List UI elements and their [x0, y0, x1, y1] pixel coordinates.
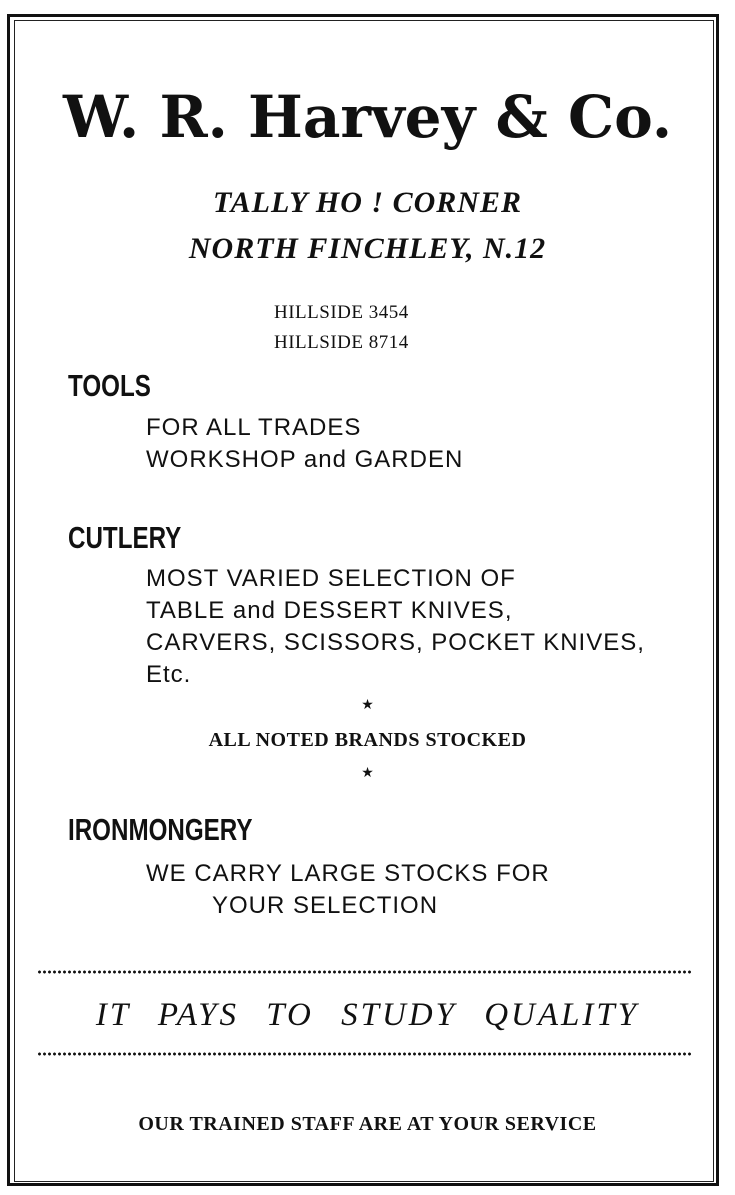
address-line-1: TALLY HO ! CORNER — [213, 186, 522, 219]
tools-line: WORKSHOP and GARDEN — [146, 446, 464, 473]
address-line-2: NORTH FINCHLEY, N.12 — [188, 232, 547, 265]
tools-line: FOR ALL TRADES — [146, 414, 362, 441]
ironmongery-line: WE CARRY LARGE STOCKS FOR — [146, 860, 550, 887]
company-name: W. R. Harvey & Co. — [62, 83, 673, 151]
tools-heading: TOOLS — [68, 368, 151, 403]
ironmongery-line: YOUR SELECTION — [212, 892, 439, 919]
star-ornament: ★ — [361, 766, 374, 781]
phone-number-1: HILLSIDE 3454 — [274, 302, 409, 323]
star-ornament: ★ — [361, 698, 374, 713]
dotted-rule — [37, 970, 693, 974]
cutlery-line: Etc. — [146, 661, 192, 688]
phone-number-2: HILLSIDE 8714 — [274, 332, 409, 353]
cutlery-line: TABLE and DESSERT KNIVES, — [146, 597, 513, 624]
cutlery-line: CARVERS, SCISSORS, POCKET KNIVES, — [146, 629, 645, 656]
brands-note: ALL NOTED BRANDS STOCKED — [208, 729, 527, 751]
ironmongery-heading: IRONMONGERY — [68, 812, 253, 847]
cutlery-line: MOST VARIED SELECTION OF — [146, 565, 516, 592]
cutlery-heading: CUTLERY — [68, 520, 182, 555]
slogan: IT PAYS TO STUDY QUALITY — [95, 997, 640, 1033]
service-note: OUR TRAINED STAFF ARE AT YOUR SERVICE — [138, 1113, 597, 1135]
dotted-rule — [37, 1052, 693, 1056]
